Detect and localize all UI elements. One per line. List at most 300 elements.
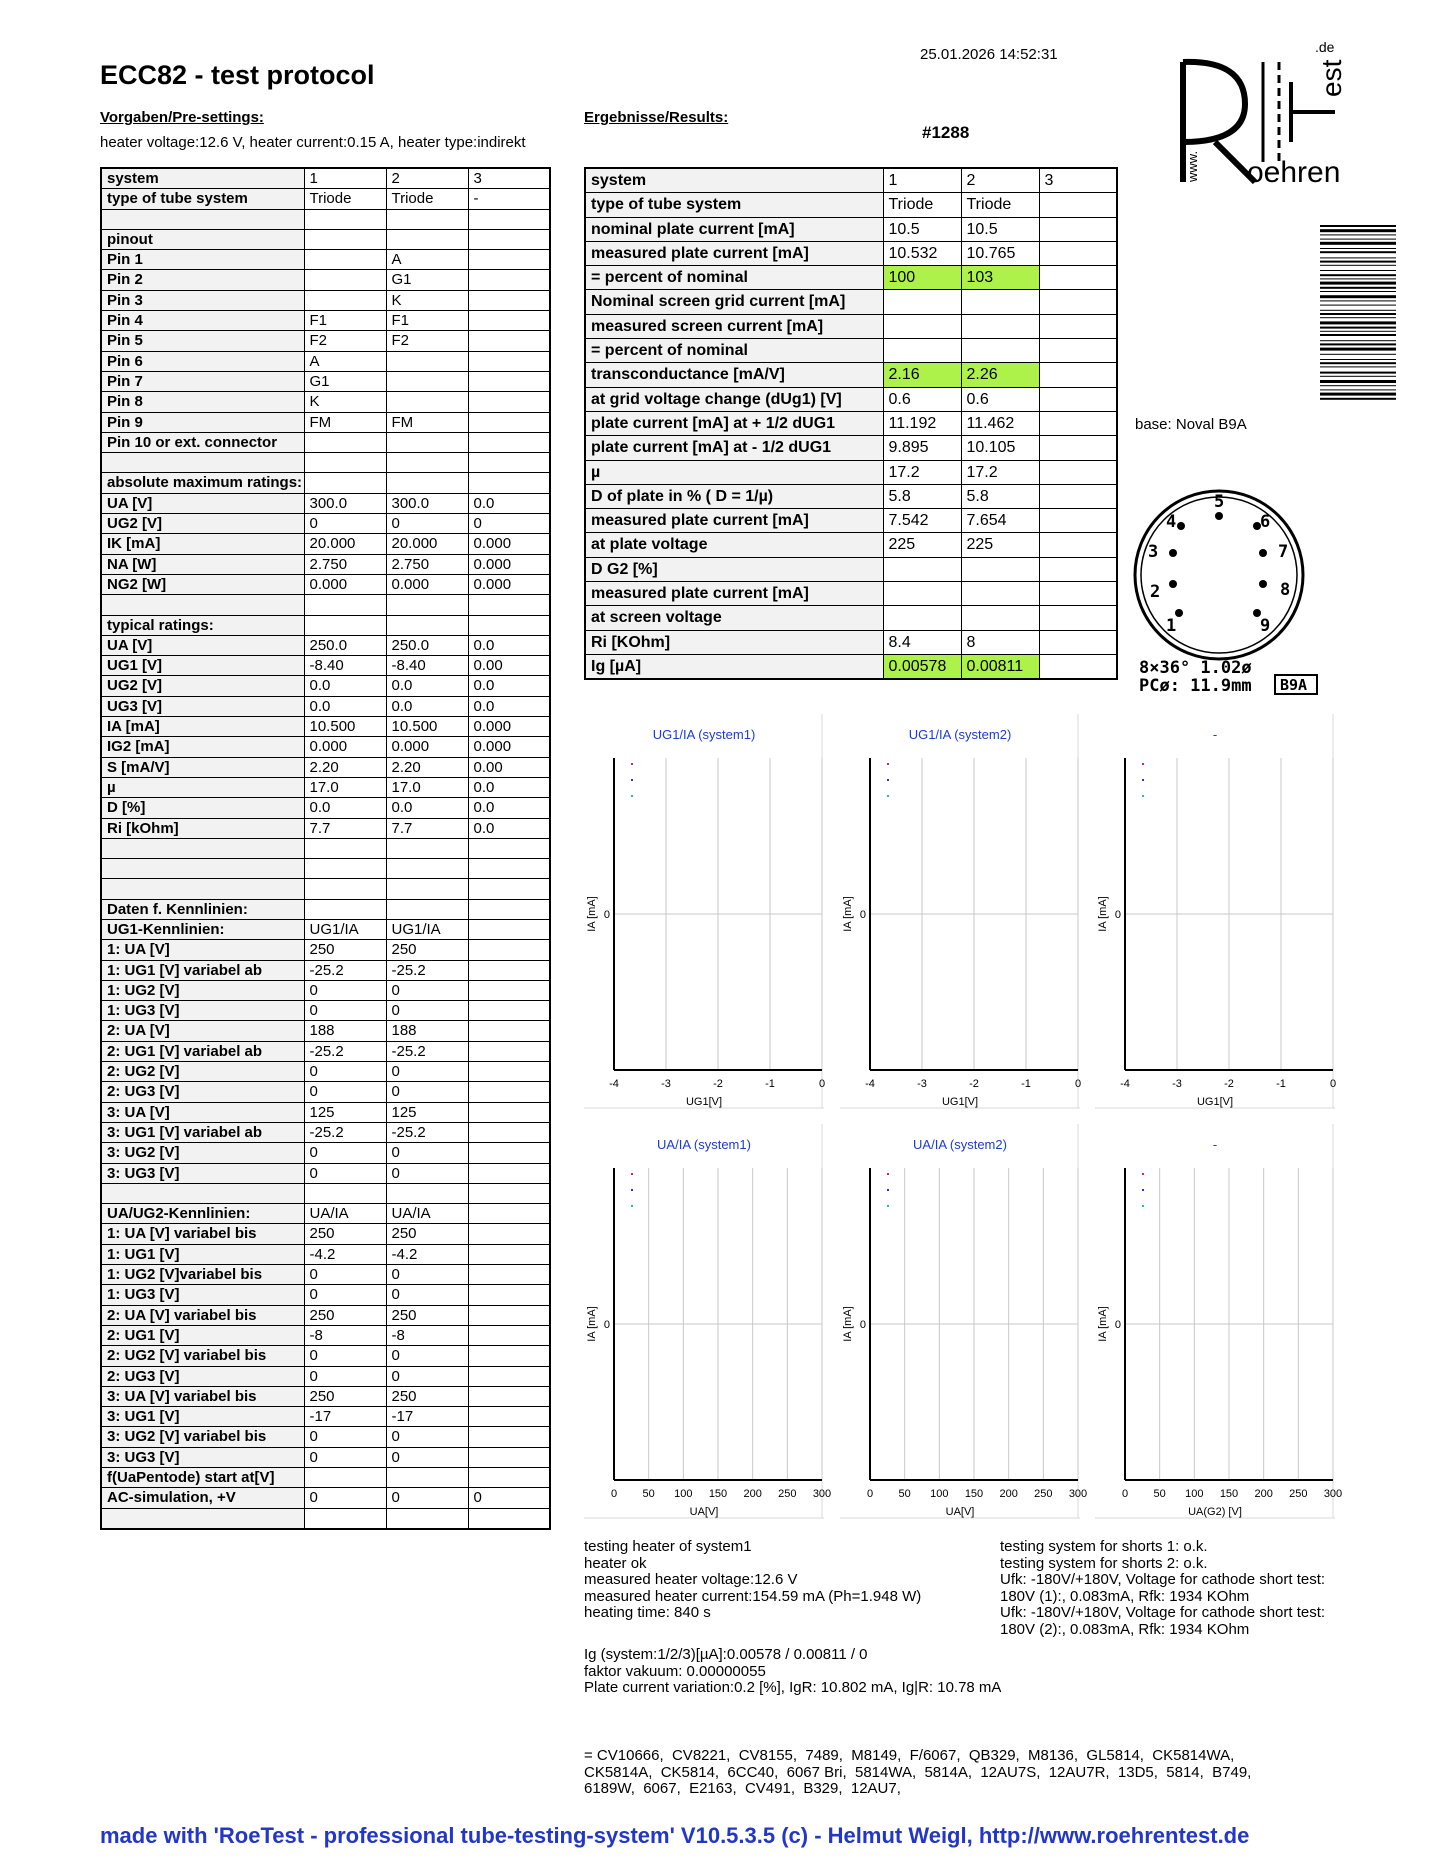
socket-pin-label: 8 (1280, 580, 1291, 600)
chart-x-tick: 100 (930, 1488, 949, 1500)
results-heading: Ergebnisse/Results: (584, 109, 729, 126)
cell-value (1039, 387, 1117, 411)
chart-x-tick: -1 (1276, 1078, 1286, 1090)
cell-value: F1 (386, 311, 468, 331)
table-row (101, 1224, 550, 1244)
cell-value (468, 1325, 550, 1345)
cell-value: 0 (386, 1001, 468, 1021)
cell-value: -17 (304, 1407, 386, 1427)
chart-y-tick: 0 (1114, 909, 1121, 921)
cell-value: 0.0 (468, 635, 550, 655)
chart-legend-marker (1142, 795, 1144, 797)
cell-value (1039, 557, 1117, 581)
row-label: 3: UG3 [V] (101, 1163, 304, 1183)
table-row (101, 1265, 550, 1285)
cell-value: 17.2 (883, 460, 961, 484)
cell-value (468, 838, 550, 858)
cell-value (304, 1183, 386, 1203)
table-row (585, 217, 1117, 241)
chart-ug1-system2 (840, 714, 1080, 1114)
row-label: Nominal screen grid current [mA] (585, 290, 883, 314)
chart-y-tick: 0 (1114, 1319, 1121, 1331)
cell-value (1039, 436, 1117, 460)
cell-value (468, 879, 550, 899)
table-row (585, 339, 1117, 363)
table-row (585, 387, 1117, 411)
presettings-table (100, 167, 551, 1530)
cell-value (304, 250, 386, 270)
cell-value (386, 899, 468, 919)
cell-value: 20.000 (304, 534, 386, 554)
row-label: S [mA/V] (101, 757, 304, 777)
cell-value: 5.8 (961, 484, 1039, 508)
table-row (101, 960, 550, 980)
row-label: IA [mA] (101, 717, 304, 737)
table-row (101, 1346, 550, 1366)
cell-value (1039, 509, 1117, 533)
cell-value: 0 (386, 1143, 468, 1163)
barcode-bar (1320, 242, 1396, 245)
cell-value (468, 960, 550, 980)
row-label: Pin 9 (101, 412, 304, 432)
table-row (585, 241, 1117, 265)
row-label: 2: UG3 [V] (101, 1082, 304, 1102)
cell-value (468, 1468, 550, 1488)
cell-value: 7.542 (883, 509, 961, 533)
row-label: µ (585, 460, 883, 484)
cell-value (386, 351, 468, 371)
chart-x-tick: 250 (1034, 1488, 1053, 1500)
row-label: system (101, 168, 304, 189)
cell-value (468, 270, 550, 290)
chart-legend-marker (631, 795, 633, 797)
table-row (101, 1468, 550, 1488)
chart-x-label: UA(G2) [V] (1188, 1506, 1242, 1518)
chart-legend-marker (1142, 763, 1144, 765)
cell-value: A (304, 351, 386, 371)
cell-value: 0.0 (386, 798, 468, 818)
chart-y-label: IA [mA] (586, 896, 598, 932)
cell-value (386, 1468, 468, 1488)
cell-value: 0 (304, 1488, 386, 1508)
chart-legend-marker (887, 763, 889, 765)
cell-value: 0.000 (468, 717, 550, 737)
chart-title: UG1/IA (system1) (652, 727, 756, 742)
cell-value (1039, 411, 1117, 435)
table-row (101, 1082, 550, 1102)
table-row (101, 371, 550, 391)
row-label: absolute maximum ratings: (101, 473, 304, 493)
barcode-bar (1320, 317, 1396, 318)
chart-y-label: IA [mA] (842, 1306, 854, 1342)
cell-value: UA/IA (386, 1204, 468, 1224)
cell-value (386, 371, 468, 391)
chart-ug1-system1 (584, 714, 824, 1114)
cell-value (961, 339, 1039, 363)
table-row (101, 879, 550, 899)
cell-value: 0.0 (468, 493, 550, 513)
table-row (101, 1447, 550, 1467)
table-row (101, 311, 550, 331)
row-label: = percent of nominal (585, 339, 883, 363)
cell-value (1039, 533, 1117, 557)
table-row (101, 757, 550, 777)
cell-value: 10.500 (304, 717, 386, 737)
table-row (585, 484, 1117, 508)
cell-value (468, 1082, 550, 1102)
chart-title: UA/IA (system2) (913, 1137, 1007, 1152)
socket-pin (1259, 580, 1267, 588)
cell-value (468, 1285, 550, 1305)
chart-x-tick: 0 (1329, 1078, 1337, 1090)
cell-value (304, 595, 386, 615)
row-label: UA/UG2-Kennlinien: (101, 1204, 304, 1224)
chart-y-label: IA [mA] (1097, 1306, 1109, 1342)
table-row (101, 818, 550, 838)
barcode-bar (1320, 274, 1396, 276)
cell-value: F2 (386, 331, 468, 351)
cell-value (468, 209, 550, 229)
cell-value (468, 1163, 550, 1183)
cell-value (468, 1265, 550, 1285)
table-row (101, 290, 550, 310)
row-label: 2: UA [V] variabel bis (101, 1305, 304, 1325)
cell-value (1039, 484, 1117, 508)
barcode-bar (1320, 305, 1396, 306)
cell-value (386, 879, 468, 899)
cell-value: 7.7 (304, 818, 386, 838)
cell-value (1039, 193, 1117, 217)
cell-value: K (386, 290, 468, 310)
cell-value (304, 453, 386, 473)
table-row (101, 432, 550, 452)
row-label: UA [V] (101, 493, 304, 513)
cell-value: 7.7 (386, 818, 468, 838)
row-label: UG2 [V] (101, 676, 304, 696)
table-row (101, 1021, 550, 1041)
row-label: UA [V] (101, 635, 304, 655)
row-label: 3: UG3 [V] (101, 1447, 304, 1467)
row-label: Pin 6 (101, 351, 304, 371)
table-row (101, 229, 550, 249)
cell-value: -8 (386, 1325, 468, 1345)
cell-value: -25.2 (304, 1122, 386, 1142)
barcode-bar (1320, 393, 1396, 396)
cell-value: 2 (386, 168, 468, 189)
row-label: measured plate current [mA] (585, 509, 883, 533)
cell-value (468, 1366, 550, 1386)
table-row (101, 899, 550, 919)
row-label: measured plate current [mA] (585, 582, 883, 606)
cell-value (468, 331, 550, 351)
cell-value: F1 (304, 311, 386, 331)
barcode-bar (1320, 287, 1396, 289)
cell-value: 0 (304, 1001, 386, 1021)
table-row (101, 919, 550, 939)
row-label: type of tube system (101, 189, 304, 209)
table-row (101, 574, 550, 594)
cell-value: 250.0 (386, 635, 468, 655)
cell-value: 0 (304, 1143, 386, 1163)
row-label: D [%] (101, 798, 304, 818)
cell-value: 0.0 (468, 777, 550, 797)
barcode-bar (1320, 313, 1396, 315)
cell-value (1039, 630, 1117, 654)
row-label: 1: UG3 [V] (101, 1001, 304, 1021)
row-label: D G2 [%] (585, 557, 883, 581)
cell-value (386, 392, 468, 412)
chart-y-tick: 0 (859, 909, 866, 921)
chart-x-label: UA[V] (945, 1506, 975, 1518)
cell-value: 0 (386, 1427, 468, 1447)
table-row (101, 412, 550, 432)
chart-x-tick: 100 (674, 1488, 693, 1500)
row-label: 1: UG3 [V] (101, 1285, 304, 1305)
cell-value (961, 606, 1039, 630)
cell-value (883, 290, 961, 314)
cell-value: 0.000 (304, 737, 386, 757)
cell-value (1039, 314, 1117, 338)
cell-value (304, 879, 386, 899)
cell-value (883, 606, 961, 630)
cell-value (468, 1386, 550, 1406)
table-row (585, 509, 1117, 533)
cell-value: -8.40 (386, 656, 468, 676)
row-label: UG2 [V] (101, 514, 304, 534)
table-row (101, 250, 550, 270)
barcode-bar (1320, 300, 1396, 301)
row-label: plate current [mA] at - 1/2 dUG1 (585, 436, 883, 460)
barcode-bar (1320, 261, 1396, 263)
cell-value: 250 (304, 1224, 386, 1244)
grid-current-info: Ig (system:1/2/3)[µA]:0.00578 / 0.00811 / 0 faktor vakuum: 0.00000055 Plate current variation:0.2 [%], IgR: 10.802 mA, Ig|R: 10.78 mA (584, 1646, 1002, 1696)
cell-value: 0 (304, 1447, 386, 1467)
cell-value: -8.40 (304, 656, 386, 676)
cell-value (883, 582, 961, 606)
table-row (585, 193, 1117, 217)
row-label: at plate voltage (585, 533, 883, 557)
cell-value: 225 (883, 533, 961, 557)
tube-base: base: Noval B9A (1135, 416, 1247, 433)
barcode-bar (1320, 385, 1396, 386)
table-row (101, 980, 550, 1000)
row-label: Pin 2 (101, 270, 304, 290)
cell-value: -25.2 (386, 1122, 468, 1142)
row-label: f(UaPentode) start at[V] (101, 1468, 304, 1488)
cell-value (961, 290, 1039, 314)
cell-value: -25.2 (386, 1041, 468, 1061)
table-row (101, 696, 550, 716)
cell-value (1039, 460, 1117, 484)
cell-value: FM (304, 412, 386, 432)
cell-value: 10.500 (386, 717, 468, 737)
cell-value (304, 1508, 386, 1529)
chart-legend-marker (887, 1205, 889, 1207)
socket-spec-2: PCø: 11.9mm (1139, 676, 1252, 696)
table-row (101, 1427, 550, 1447)
cell-value (468, 1143, 550, 1163)
cell-value (1039, 241, 1117, 265)
row-label: 1: UA [V] (101, 940, 304, 960)
barcode-bar (1320, 265, 1396, 266)
barcode-bar (1320, 257, 1396, 258)
cell-value: 10.5 (883, 217, 961, 241)
cell-value: 0 (386, 1346, 468, 1366)
cell-value: 0.0 (468, 818, 550, 838)
table-row (101, 209, 550, 229)
row-label: IK [mA] (101, 534, 304, 554)
chart-x-tick: 200 (743, 1488, 762, 1500)
table-row (101, 940, 550, 960)
table-row (101, 534, 550, 554)
chart-x-tick: 300 (812, 1488, 832, 1500)
row-label (101, 595, 304, 615)
barcode-bar (1320, 348, 1396, 351)
serial-number: #1288 (922, 123, 970, 142)
socket-pin-label: 9 (1260, 616, 1271, 636)
cell-value (304, 615, 386, 635)
cell-value: 0.6 (883, 387, 961, 411)
row-label (101, 1183, 304, 1203)
row-label: UG1 [V] (101, 656, 304, 676)
row-label: Pin 10 or ext. connector (101, 432, 304, 452)
heater-test-info: testing heater of system1 heater ok measured heater voltage:12.6 V measured heater current:154.59 mA (Ph=1.948 W) heating time: 840 s (584, 1538, 922, 1621)
cell-value (468, 1122, 550, 1142)
results-table (584, 167, 1118, 680)
cell-value: 250 (386, 1305, 468, 1325)
cell-value: 250 (386, 1386, 468, 1406)
cell-value: 0 (304, 514, 386, 534)
cell-value: 0.0 (468, 676, 550, 696)
cell-value: 0 (304, 1366, 386, 1386)
socket-badge: B9A (1280, 676, 1308, 694)
barcode-bar (1320, 376, 1396, 377)
cell-value: Triode (304, 189, 386, 209)
row-label: D of plate in % ( D = 1/µ) (585, 484, 883, 508)
row-label: system (585, 168, 883, 193)
cell-value: 125 (304, 1102, 386, 1122)
cell-value: 10.532 (883, 241, 961, 265)
row-label: UG1-Kennlinien: (101, 919, 304, 939)
chart-y-tick: 0 (603, 909, 610, 921)
chart-title: UA/IA (system1) (657, 1137, 751, 1152)
table-row (101, 1041, 550, 1061)
cell-value: 0.000 (468, 554, 550, 574)
cell-value (468, 595, 550, 615)
cell-value (304, 859, 386, 879)
cell-value (386, 229, 468, 249)
cell-value (1039, 339, 1117, 363)
row-label: IG2 [mA] (101, 737, 304, 757)
row-label (101, 879, 304, 899)
chart-x-tick: 150 (964, 1488, 984, 1500)
cell-value: 2.16 (883, 363, 961, 387)
barcode-bar (1320, 331, 1396, 332)
table-row (101, 635, 550, 655)
table-row (585, 290, 1117, 314)
cell-value: 17.2 (961, 460, 1039, 484)
cell-value: UG1/IA (304, 919, 386, 939)
table-row (101, 1122, 550, 1142)
cell-value: FM (386, 412, 468, 432)
cell-value: Triode (961, 193, 1039, 217)
table-row (101, 717, 550, 737)
barcode-bar (1320, 291, 1396, 292)
cell-value: UA/IA (304, 1204, 386, 1224)
chart-y-label: IA [mA] (586, 1306, 598, 1342)
cell-value: 0.00811 (961, 654, 1039, 679)
cell-value: 3 (1039, 168, 1117, 193)
socket-pin (1259, 549, 1267, 557)
chart-ua-system1 (584, 1124, 832, 1524)
row-label: 1: UG1 [V] (101, 1244, 304, 1264)
table-row (101, 1163, 550, 1183)
cell-value (386, 615, 468, 635)
cell-value: 103 (961, 266, 1039, 290)
cell-value (468, 1021, 550, 1041)
cell-value: 10.5 (961, 217, 1039, 241)
table-row (101, 1488, 550, 1508)
cell-value (468, 1102, 550, 1122)
cell-value: -25.2 (304, 1041, 386, 1061)
cell-value (1039, 266, 1117, 290)
chart-x-tick: 50 (1153, 1488, 1166, 1500)
chart-x-tick: 0 (818, 1078, 826, 1090)
row-label (101, 1508, 304, 1529)
row-label: at grid voltage change (dUg1) [V] (585, 387, 883, 411)
page-title: ECC82 - test protocol (100, 60, 375, 90)
timestamp: 25.01.2026 14:52:31 (920, 46, 1058, 63)
barcode-bar (1320, 389, 1396, 390)
chart-ua-system2 (840, 1124, 1088, 1524)
cell-value (883, 314, 961, 338)
table-row (101, 1001, 550, 1021)
cell-value (1039, 217, 1117, 241)
barcode-bar (1320, 372, 1396, 374)
barcode-bar (1320, 362, 1396, 364)
chart-x-tick: -4 (609, 1078, 619, 1090)
table-row (585, 582, 1117, 606)
row-label: Pin 5 (101, 331, 304, 351)
barcode-bar (1320, 334, 1396, 336)
cell-value (468, 1427, 550, 1447)
table-row (101, 1325, 550, 1345)
chart-x-tick: 150 (708, 1488, 728, 1500)
cell-value: 188 (386, 1021, 468, 1041)
cell-value: K (304, 392, 386, 412)
cell-value: 2.26 (961, 363, 1039, 387)
cell-value: 0.00 (468, 656, 550, 676)
row-label: 1: UA [V] variabel bis (101, 1224, 304, 1244)
table-row (101, 514, 550, 534)
cell-value: 0.000 (468, 737, 550, 757)
barcode-bar (1320, 251, 1396, 253)
cell-value: 250 (304, 1305, 386, 1325)
cell-value (468, 432, 550, 452)
barcode-bar (1320, 380, 1396, 383)
chart-x-tick: 150 (1219, 1488, 1239, 1500)
table-row (585, 533, 1117, 557)
table-row (101, 798, 550, 818)
roehrentest-logo (1175, 39, 1347, 192)
cell-value (468, 1244, 550, 1264)
socket-pin-label: 3 (1148, 542, 1159, 562)
cell-value: A (386, 250, 468, 270)
row-label: 3: UA [V] (101, 1102, 304, 1122)
cell-value: 0 (386, 514, 468, 534)
cell-value: 0.0 (304, 696, 386, 716)
cell-value: 0.000 (468, 534, 550, 554)
